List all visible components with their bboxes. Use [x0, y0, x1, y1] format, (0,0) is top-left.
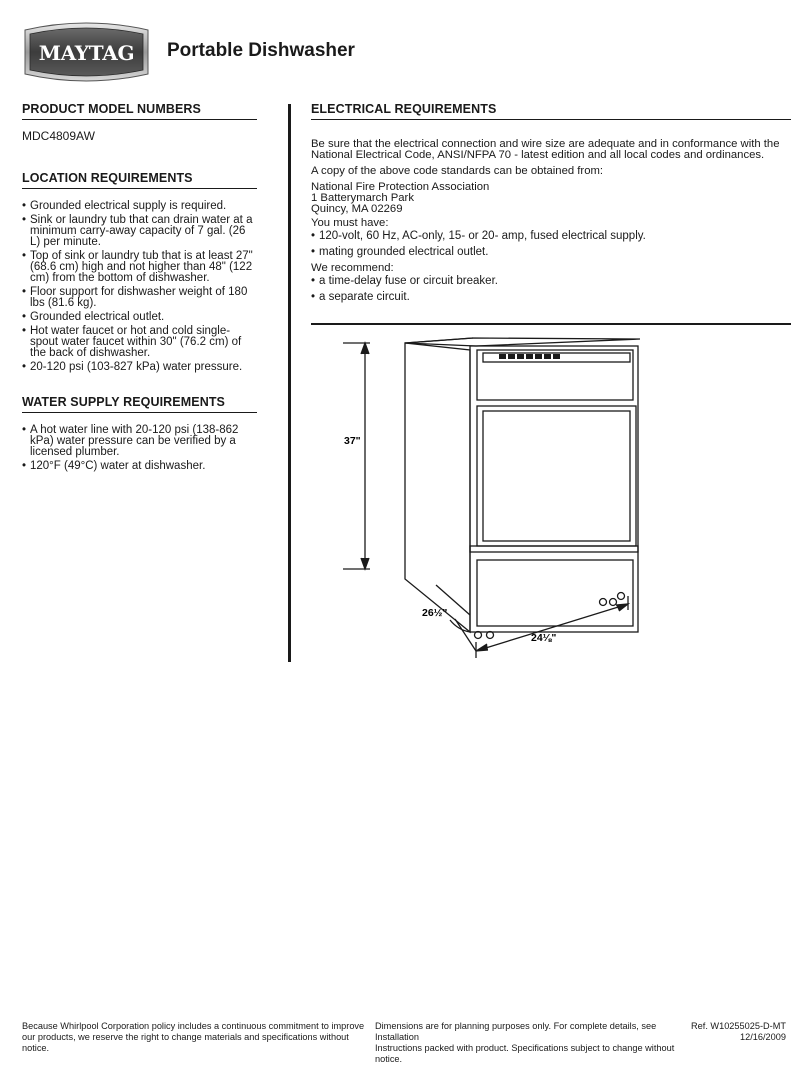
electrical-intro: Be sure that the electrical connection and wire size are adequate and in conformance with the National Electrical Code, ANSI/NFPA 70 - latest edition and all local codes and ordinances.: [311, 138, 780, 161]
address-line: Quincy, MA 02269: [311, 203, 403, 215]
list-item: • Hot water faucet or hot and cold single-spout water faucet within 30" (76.2 cm) of the back of dishwasher.: [22, 326, 257, 359]
footer-line: our products, we reserve the right to change materials and specifications without notice.: [22, 1032, 349, 1053]
brand-text: MAYTAG: [38, 41, 135, 65]
left-column: [22, 102, 257, 475]
revision-date: 12/16/2009: [740, 1032, 786, 1042]
location-requirements-heading: LOCATION REQUIREMENTS: [22, 171, 257, 189]
electrical-requirements-heading: ELECTRICAL REQUIREMENTS: [311, 102, 791, 120]
location-requirements-list: [22, 201, 257, 373]
list-item: • Top of sink or laundry tub that is at least 27" (68.6 cm) high and not higher than 48" (122 cm) from the bottom of dishwasher.: [22, 251, 257, 284]
list-item: • 20-120 psi (103-827 kPa) water pressure.: [22, 362, 257, 373]
list-item: • Sink or laundry tub that can drain water at a minimum carry-away capacity of 7 gal. (26 L) per minute.: [22, 215, 257, 248]
dishwasher-diagram: [340, 330, 640, 665]
section-divider: [311, 323, 791, 325]
footer-line: Dimensions are for planning purposes only. For complete details, see Installation: [375, 1021, 657, 1042]
list-item: • 120°F (49°C) water at dishwasher.: [22, 461, 257, 472]
water-supply-list: [22, 425, 257, 472]
water-supply-heading: WATER SUPPLY REQUIREMENTS: [22, 395, 257, 413]
list-item: • Grounded electrical outlet.: [22, 312, 257, 323]
dishwasher-drawing: [340, 330, 640, 660]
footer-reference: [690, 1021, 786, 1043]
column-divider: [288, 104, 291, 662]
recommend-list: [311, 276, 791, 303]
document-title: Portable Dishwasher: [167, 40, 355, 61]
maytag-logo: [22, 20, 151, 84]
footer-policy: [22, 1021, 367, 1054]
model-number: MDC4809AW: [22, 129, 95, 143]
list-item: • mating grounded electrical outlet.: [311, 247, 791, 258]
width-dimension-label: 24⅛": [531, 632, 557, 644]
electrical-body: [311, 139, 791, 303]
list-item: • Floor support for dishwasher weight of 180 lbs (81.6 kg).: [22, 287, 257, 309]
list-item: • Grounded electrical supply is required.: [22, 201, 257, 212]
address-line: National Fire Protection Association: [311, 181, 490, 193]
list-item: • a separate circuit.: [311, 292, 791, 303]
height-dimension-label: 37": [344, 435, 361, 447]
recommend-label: We recommend:: [311, 262, 394, 274]
nfpa-address: [311, 182, 791, 215]
model-numbers-heading: PRODUCT MODEL NUMBERS: [22, 102, 257, 120]
must-have-label: You must have:: [311, 217, 389, 229]
right-column: [311, 102, 791, 308]
must-have-list: [311, 231, 791, 258]
list-item: • a time-delay fuse or circuit breaker.: [311, 276, 791, 287]
footer-line: Instructions packed with product. Specifications subject to change without notice.: [375, 1043, 675, 1064]
depth-dimension-label: 26½": [422, 607, 448, 619]
list-item: • A hot water line with 20-120 psi (138-862 kPa) water pressure can be verified by a licensed plumber.: [22, 425, 257, 458]
reference-number: Ref. W10255025-D-MT: [691, 1021, 786, 1031]
maytag-logo-graphic: [22, 20, 151, 84]
footer-disclaimer: [375, 1021, 695, 1065]
list-item: • 120-volt, 60 Hz, AC-only, 15- or 20- amp, fused electrical supply.: [311, 231, 791, 242]
address-line: 1 Batterymarch Park: [311, 192, 414, 204]
code-copy-line: A copy of the above code standards can be obtained from:: [311, 165, 604, 177]
footer-line: Because Whirlpool Corporation policy includes a continuous commitment to improve: [22, 1021, 365, 1031]
